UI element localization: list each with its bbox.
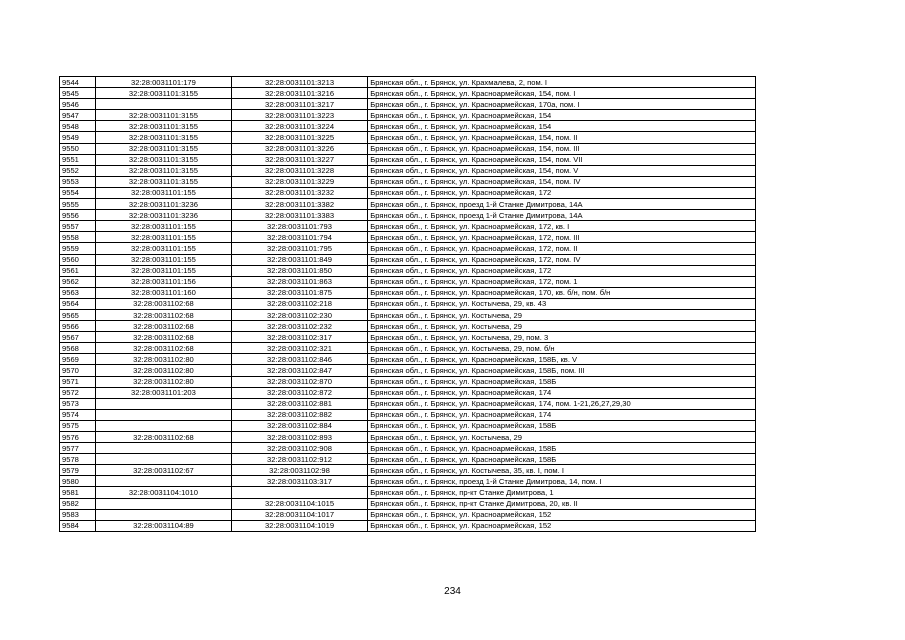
table-row xyxy=(60,154,756,165)
address-cell: Брянская обл., г. Брянск, ул. Красноармейская, 174 xyxy=(368,409,756,420)
registry-table-body xyxy=(60,77,756,532)
address-cell: Брянская обл., г. Брянск, ул. Красноармейская, 154, пом. V xyxy=(368,165,756,176)
cadastral-number-cell: 32:28:0031101:3213 xyxy=(231,77,368,88)
address-cell: Брянская обл., г. Брянск, ул. Красноармейская, 172, пом. II xyxy=(368,243,756,254)
table-row xyxy=(60,132,756,143)
cadastral-number-cell: 32:28:0031101:794 xyxy=(231,232,368,243)
parent-cadastral-number-cell xyxy=(96,476,232,487)
cadastral-number-cell: 32:28:0031101:3227 xyxy=(231,154,368,165)
row-number-cell: 9558 xyxy=(60,232,96,243)
address-cell: Брянская обл., г. Брянск, ул. Костычева, 29, кв. 43 xyxy=(368,298,756,309)
parent-cadastral-number-cell: 32:28:0031101:3155 xyxy=(96,110,232,121)
address-cell: Брянская обл., г. Брянск, ул. Красноармейская, 158Б xyxy=(368,376,756,387)
table-row xyxy=(60,176,756,187)
address-cell: Брянская обл., г. Брянск, ул. Красноармейская, 154, пом. II xyxy=(368,132,756,143)
parent-cadastral-number-cell: 32:28:0031101:3236 xyxy=(96,199,232,210)
row-number-cell: 9580 xyxy=(60,476,96,487)
parent-cadastral-number-cell: 32:28:0031101:3236 xyxy=(96,210,232,221)
table-row xyxy=(60,487,756,498)
table-row xyxy=(60,476,756,487)
address-cell: Брянская обл., г. Брянск, ул. Костычева, 29, пом. 3 xyxy=(368,332,756,343)
row-number-cell: 9582 xyxy=(60,498,96,509)
row-number-cell: 9576 xyxy=(60,432,96,443)
parent-cadastral-number-cell: 32:28:0031102:68 xyxy=(96,343,232,354)
parent-cadastral-number-cell: 32:28:0031101:203 xyxy=(96,387,232,398)
address-cell: Брянская обл., г. Брянск, ул. Костычева, 29 xyxy=(368,321,756,332)
row-number-cell: 9562 xyxy=(60,276,96,287)
table-row xyxy=(60,88,756,99)
table-row xyxy=(60,332,756,343)
table-row xyxy=(60,143,756,154)
address-cell: Брянская обл., г. Брянск, ул. Красноармейская, 170а, пом. I xyxy=(368,99,756,110)
parent-cadastral-number-cell: 32:28:0031101:3155 xyxy=(96,121,232,132)
row-number-cell: 9548 xyxy=(60,121,96,132)
address-cell: Брянская обл., г. Брянск, пр-кт Станке Димитрова, 1 xyxy=(368,487,756,498)
table-row xyxy=(60,99,756,110)
address-cell: Брянская обл., г. Брянск, ул. Красноармейская, 154 xyxy=(368,121,756,132)
address-cell: Брянская обл., г. Брянск, ул. Красноармейская, 170, кв. б/н, пом. б/н xyxy=(368,287,756,298)
cadastral-number-cell: 32:28:0031101:863 xyxy=(231,276,368,287)
parent-cadastral-number-cell: 32:28:0031101:3155 xyxy=(96,165,232,176)
table-row xyxy=(60,221,756,232)
row-number-cell: 9544 xyxy=(60,77,96,88)
row-number-cell: 9552 xyxy=(60,165,96,176)
table-row xyxy=(60,276,756,287)
table-row xyxy=(60,309,756,320)
address-cell: Брянская обл., г. Брянск, ул. Красноармейская, 158Б xyxy=(368,454,756,465)
cadastral-number-cell: 32:28:0031101:3223 xyxy=(231,110,368,121)
cadastral-number-cell: 32:28:0031104:1017 xyxy=(231,509,368,520)
table-row xyxy=(60,77,756,88)
address-cell: Брянская обл., г. Брянск, ул. Красноармейская, 158Б xyxy=(368,420,756,431)
parent-cadastral-number-cell: 32:28:0031102:68 xyxy=(96,432,232,443)
parent-cadastral-number-cell xyxy=(96,420,232,431)
cadastral-number-cell: 32:28:0031102:893 xyxy=(231,432,368,443)
address-cell: Брянская обл., г. Брянск, ул. Красноармейская, 172, пом. IV xyxy=(368,254,756,265)
table-row xyxy=(60,298,756,309)
table-row xyxy=(60,187,756,198)
row-number-cell: 9545 xyxy=(60,88,96,99)
parent-cadastral-number-cell: 32:28:0031101:179 xyxy=(96,77,232,88)
row-number-cell: 9567 xyxy=(60,332,96,343)
cadastral-number-cell: 32:28:0031101:3225 xyxy=(231,132,368,143)
cadastral-number-cell: 32:28:0031102:870 xyxy=(231,376,368,387)
row-number-cell: 9569 xyxy=(60,354,96,365)
parent-cadastral-number-cell: 32:28:0031101:155 xyxy=(96,265,232,276)
row-number-cell: 9578 xyxy=(60,454,96,465)
table-row xyxy=(60,121,756,132)
table-row xyxy=(60,265,756,276)
parent-cadastral-number-cell xyxy=(96,443,232,454)
cadastral-number-cell: 32:28:0031101:3216 xyxy=(231,88,368,99)
row-number-cell: 9553 xyxy=(60,176,96,187)
parent-cadastral-number-cell xyxy=(96,509,232,520)
cadastral-number-cell: 32:28:0031101:3217 xyxy=(231,99,368,110)
address-cell: Брянская обл., г. Брянск, ул. Красноармейская, 154, пом. I xyxy=(368,88,756,99)
parent-cadastral-number-cell: 32:28:0031102:67 xyxy=(96,465,232,476)
row-number-cell: 9555 xyxy=(60,199,96,210)
cadastral-number-cell: 32:28:0031102:321 xyxy=(231,343,368,354)
cadastral-number-cell: 32:28:0031101:849 xyxy=(231,254,368,265)
parent-cadastral-number-cell: 32:28:0031101:156 xyxy=(96,276,232,287)
parent-cadastral-number-cell: 32:28:0031102:80 xyxy=(96,376,232,387)
row-number-cell: 9575 xyxy=(60,420,96,431)
parent-cadastral-number-cell xyxy=(96,398,232,409)
table-row xyxy=(60,465,756,476)
table-row xyxy=(60,387,756,398)
address-cell: Брянская обл., г. Брянск, ул. Красноармейская, 154, пом. III xyxy=(368,143,756,154)
cadastral-number-cell xyxy=(231,487,368,498)
table-row xyxy=(60,498,756,509)
cadastral-number-cell: 32:28:0031101:3383 xyxy=(231,210,368,221)
parent-cadastral-number-cell: 32:28:0031101:155 xyxy=(96,221,232,232)
parent-cadastral-number-cell xyxy=(96,498,232,509)
row-number-cell: 9550 xyxy=(60,143,96,154)
cadastral-number-cell: 32:28:0031102:230 xyxy=(231,309,368,320)
table-row xyxy=(60,376,756,387)
table-row xyxy=(60,243,756,254)
cadastral-number-cell: 32:28:0031101:850 xyxy=(231,265,368,276)
cadastral-number-cell: 32:28:0031102:232 xyxy=(231,321,368,332)
table-row xyxy=(60,509,756,520)
parent-cadastral-number-cell: 32:28:0031101:3155 xyxy=(96,143,232,154)
address-cell: Брянская обл., г. Брянск, ул. Красноармейская, 158Б, кв. V xyxy=(368,354,756,365)
table-row xyxy=(60,354,756,365)
row-number-cell: 9572 xyxy=(60,387,96,398)
address-cell: Брянская обл., г. Брянск, проезд 1-й Станке Димитрова, 14А xyxy=(368,210,756,221)
address-cell: Брянская обл., г. Брянск, ул. Костычева, 29, пом. б/н xyxy=(368,343,756,354)
row-number-cell: 9565 xyxy=(60,309,96,320)
row-number-cell: 9570 xyxy=(60,365,96,376)
table-row xyxy=(60,343,756,354)
address-cell: Брянская обл., г. Брянск, ул. Красноармейская, 172, пом. 1 xyxy=(368,276,756,287)
table-row xyxy=(60,443,756,454)
row-number-cell: 9546 xyxy=(60,99,96,110)
cadastral-number-cell: 32:28:0031102:872 xyxy=(231,387,368,398)
cadastral-number-cell: 32:28:0031102:317 xyxy=(231,332,368,343)
table-row xyxy=(60,398,756,409)
cadastral-number-cell: 32:28:0031101:3228 xyxy=(231,165,368,176)
cadastral-number-cell: 32:28:0031102:908 xyxy=(231,443,368,454)
parent-cadastral-number-cell: 32:28:0031104:1010 xyxy=(96,487,232,498)
row-number-cell: 9556 xyxy=(60,210,96,221)
cadastral-number-cell: 32:28:0031102:881 xyxy=(231,398,368,409)
address-cell: Брянская обл., г. Брянск, ул. Красноармейская, 152 xyxy=(368,520,756,531)
table-row xyxy=(60,454,756,465)
parent-cadastral-number-cell: 32:28:0031101:155 xyxy=(96,232,232,243)
cadastral-number-cell: 32:28:0031101:3226 xyxy=(231,143,368,154)
cadastral-number-cell: 32:28:0031101:875 xyxy=(231,287,368,298)
cadastral-number-cell: 32:28:0031101:3229 xyxy=(231,176,368,187)
table-row xyxy=(60,520,756,531)
row-number-cell: 9581 xyxy=(60,487,96,498)
table-row xyxy=(60,232,756,243)
row-number-cell: 9559 xyxy=(60,243,96,254)
parent-cadastral-number-cell: 32:28:0031102:80 xyxy=(96,365,232,376)
parent-cadastral-number-cell: 32:28:0031101:155 xyxy=(96,243,232,254)
address-cell: Брянская обл., г. Брянск, ул. Красноармейская, 172, кв. I xyxy=(368,221,756,232)
cadastral-number-cell: 32:28:0031101:3232 xyxy=(231,187,368,198)
address-cell: Брянская обл., г. Брянск, ул. Красноармейская, 158Б xyxy=(368,443,756,454)
address-cell: Брянская обл., г. Брянск, ул. Красноармейская, 158Б, пом. III xyxy=(368,365,756,376)
cadastral-number-cell: 32:28:0031103:317 xyxy=(231,476,368,487)
table-row xyxy=(60,199,756,210)
cadastral-number-cell: 32:28:0031104:1019 xyxy=(231,520,368,531)
parent-cadastral-number-cell: 32:28:0031101:3155 xyxy=(96,88,232,99)
cadastral-number-cell: 32:28:0031102:846 xyxy=(231,354,368,365)
parent-cadastral-number-cell: 32:28:0031102:68 xyxy=(96,321,232,332)
address-cell: Брянская обл., г. Брянск, ул. Красноармейская, 174 xyxy=(368,387,756,398)
row-number-cell: 9571 xyxy=(60,376,96,387)
row-number-cell: 9564 xyxy=(60,298,96,309)
table-row xyxy=(60,287,756,298)
parent-cadastral-number-cell: 32:28:0031101:3155 xyxy=(96,132,232,143)
parent-cadastral-number-cell xyxy=(96,454,232,465)
row-number-cell: 9574 xyxy=(60,409,96,420)
row-number-cell: 9584 xyxy=(60,520,96,531)
address-cell: Брянская обл., г. Брянск, ул. Костычева, 29 xyxy=(368,309,756,320)
row-number-cell: 9568 xyxy=(60,343,96,354)
row-number-cell: 9549 xyxy=(60,132,96,143)
parent-cadastral-number-cell: 32:28:0031102:80 xyxy=(96,354,232,365)
address-cell: Брянская обл., г. Брянск, ул. Костычева, 35, кв. I, пом. I xyxy=(368,465,756,476)
parent-cadastral-number-cell: 32:28:0031102:68 xyxy=(96,298,232,309)
cadastral-number-cell: 32:28:0031102:882 xyxy=(231,409,368,420)
address-cell: Брянская обл., г. Брянск, проезд 1-й Станке Димитрова, 14, пом. I xyxy=(368,476,756,487)
table-row xyxy=(60,365,756,376)
cadastral-number-cell: 32:28:0031102:884 xyxy=(231,420,368,431)
parent-cadastral-number-cell: 32:28:0031101:3155 xyxy=(96,154,232,165)
parent-cadastral-number-cell: 32:28:0031101:155 xyxy=(96,254,232,265)
address-cell: Брянская обл., г. Брянск, ул. Красноармейская, 152 xyxy=(368,509,756,520)
address-cell: Брянская обл., г. Брянск, ул. Красноармейская, 154, пом. IV xyxy=(368,176,756,187)
table-row xyxy=(60,165,756,176)
parent-cadastral-number-cell: 32:28:0031102:68 xyxy=(96,309,232,320)
parent-cadastral-number-cell: 32:28:0031102:68 xyxy=(96,332,232,343)
cadastral-number-cell: 32:28:0031102:912 xyxy=(231,454,368,465)
address-cell: Брянская обл., г. Брянск, ул. Красноармейская, 154 xyxy=(368,110,756,121)
cadastral-number-cell: 32:28:0031101:795 xyxy=(231,243,368,254)
parent-cadastral-number-cell: 32:28:0031104:89 xyxy=(96,520,232,531)
cadastral-number-cell: 32:28:0031102:218 xyxy=(231,298,368,309)
table-row xyxy=(60,409,756,420)
table-row xyxy=(60,432,756,443)
table-row xyxy=(60,210,756,221)
row-number-cell: 9579 xyxy=(60,465,96,476)
parent-cadastral-number-cell xyxy=(96,409,232,420)
cadastral-number-cell: 32:28:0031101:3382 xyxy=(231,199,368,210)
parent-cadastral-number-cell: 32:28:0031101:155 xyxy=(96,187,232,198)
parent-cadastral-number-cell: 32:28:0031101:3155 xyxy=(96,176,232,187)
row-number-cell: 9547 xyxy=(60,110,96,121)
cadastral-number-cell: 32:28:0031102:98 xyxy=(231,465,368,476)
address-cell: Брянская обл., г. Брянск, ул. Красноармейская, 154, пом. VII xyxy=(368,154,756,165)
row-number-cell: 9560 xyxy=(60,254,96,265)
row-number-cell: 9577 xyxy=(60,443,96,454)
page-number: 234 xyxy=(444,586,461,597)
registry-table xyxy=(59,76,756,532)
address-cell: Брянская обл., г. Брянск, ул. Красноармейская, 172 xyxy=(368,265,756,276)
row-number-cell: 9566 xyxy=(60,321,96,332)
row-number-cell: 9557 xyxy=(60,221,96,232)
row-number-cell: 9551 xyxy=(60,154,96,165)
cadastral-number-cell: 32:28:0031101:3224 xyxy=(231,121,368,132)
row-number-cell: 9563 xyxy=(60,287,96,298)
address-cell: Брянская обл., г. Брянск, ул. Крахмалева, 2, пом. I xyxy=(368,77,756,88)
cadastral-number-cell: 32:28:0031102:847 xyxy=(231,365,368,376)
address-cell: Брянская обл., г. Брянск, ул. Красноармейская, 172, пом. III xyxy=(368,232,756,243)
table-row xyxy=(60,321,756,332)
row-number-cell: 9561 xyxy=(60,265,96,276)
row-number-cell: 9583 xyxy=(60,509,96,520)
parent-cadastral-number-cell: 32:28:0031101:160 xyxy=(96,287,232,298)
row-number-cell: 9554 xyxy=(60,187,96,198)
table-row xyxy=(60,110,756,121)
table-row xyxy=(60,254,756,265)
cadastral-number-cell: 32:28:0031104:1015 xyxy=(231,498,368,509)
address-cell: Брянская обл., г. Брянск, пр-кт Станке Димитрова, 20, кв. II xyxy=(368,498,756,509)
row-number-cell: 9573 xyxy=(60,398,96,409)
address-cell: Брянская обл., г. Брянск, ул. Красноармейская, 172 xyxy=(368,187,756,198)
table-row xyxy=(60,420,756,431)
parent-cadastral-number-cell xyxy=(96,99,232,110)
cadastral-number-cell: 32:28:0031101:793 xyxy=(231,221,368,232)
address-cell: Брянская обл., г. Брянск, ул. Костычева, 29 xyxy=(368,432,756,443)
address-cell: Брянская обл., г. Брянск, ул. Красноармейская, 174, пом. 1-21,26,27,29,30 xyxy=(368,398,756,409)
address-cell: Брянская обл., г. Брянск, проезд 1-й Станке Димитрова, 14А xyxy=(368,199,756,210)
